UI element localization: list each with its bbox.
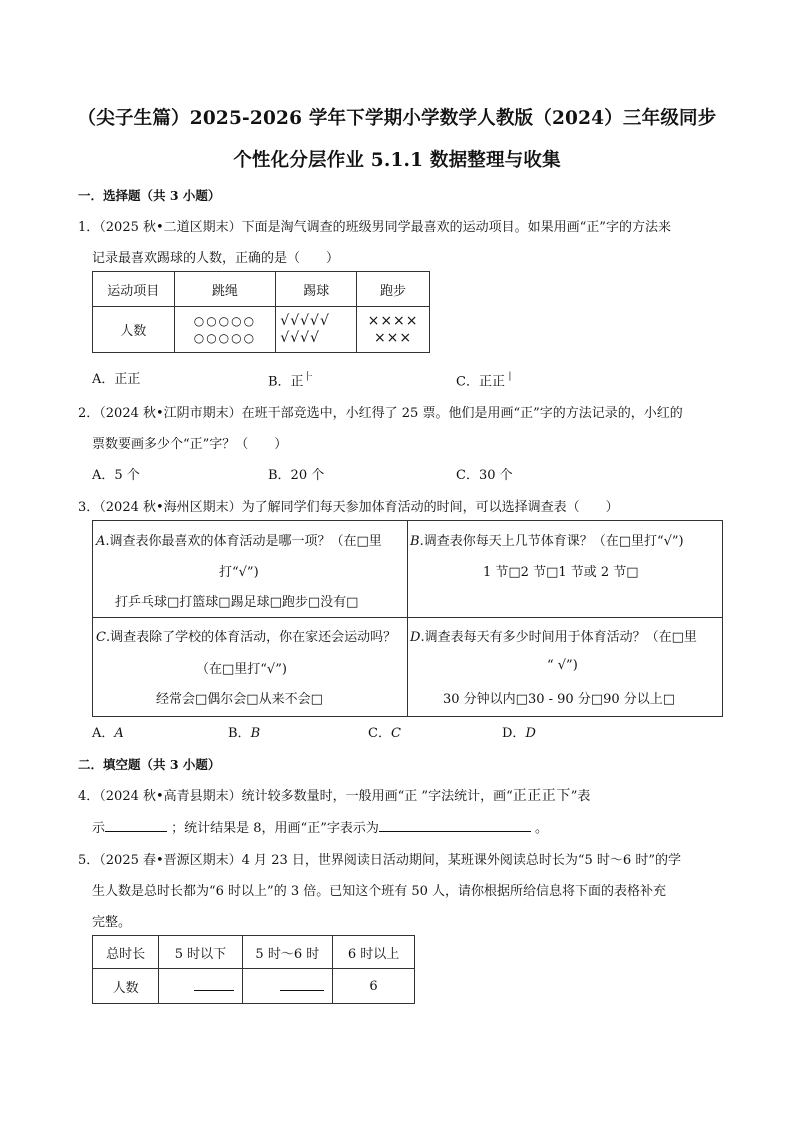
section-fill-heading: 二．填空题（共 3 小题） (78, 757, 221, 772)
q1-option-b[interactable] (268, 368, 314, 389)
q1-header-run: 跑步 (357, 272, 430, 307)
q3-option-a-letter: A (114, 726, 124, 741)
q4-stem-text-d: ；统计结果是 8，用画“正”字表示为 (171, 821, 379, 836)
q1-header-item: 运动项目 (93, 272, 175, 307)
q5-header-under5: 5 时以下 (159, 936, 242, 969)
q1-jump-row2: ○○○○○ (193, 330, 257, 345)
q3-option-c[interactable] (368, 722, 401, 741)
q1-header-kick: 踢球 (276, 272, 357, 307)
q3-vertical-divider (407, 521, 408, 716)
q1-option-c-partial: 丨 (504, 372, 515, 383)
q3-cell-c-letter: C (96, 630, 106, 645)
q3-option-c-letter: C (390, 726, 401, 741)
q4-stem-text-a: 4．（2024 秋•高青县期末）统计较多数量时，一般用画“正 ”字法统计，画“ (78, 789, 513, 804)
page-title-line1: （尖子生篇）2025-2026 学年下学期小学数学人教版（2024）三年级同步 (77, 108, 717, 129)
q2-option-a[interactable]: A．5 个 (92, 468, 140, 483)
q1-option-c[interactable] (456, 368, 515, 389)
q4-stem-text-c: 示 (92, 821, 106, 836)
q3-stem-line1: 3．（2024 秋•海州区期末）为了解同学们每天参加体育活动的时间，可以选择调查表（ ） (78, 500, 619, 515)
section-choice-heading: 一．选择题（共 3 小题） (78, 188, 221, 203)
q3-cell-a-letter: A (96, 534, 106, 549)
q1-option-a[interactable]: A．正正 (92, 372, 141, 387)
q5-answer-blank-5to6[interactable] (280, 978, 324, 991)
q3-option-a[interactable] (92, 722, 124, 741)
q1-jump-cell (174, 307, 276, 353)
q5-cell-over6: 6 (333, 969, 415, 1004)
q5-stem-line3: 完整。 (92, 915, 132, 930)
q3-cell-d-letter: D (410, 630, 421, 645)
q2-option-c[interactable]: C．30 个 (456, 468, 513, 483)
page-title-line2: 个性化分层作业 5.1.1 数据整理与收集 (233, 150, 561, 171)
q3-cell-d-line1 (410, 626, 697, 645)
q3-cell-c-line3: 经常会□偶尔会□从来不会□ (156, 692, 323, 707)
q1-run-cell (357, 307, 430, 353)
q3-option-d-letter: D (525, 726, 536, 741)
q1-run-row2: ××× (373, 329, 413, 346)
q3-cell-c-line2: （在□里打“√”) (196, 662, 287, 677)
q1-kick-row2: √√√√ (280, 329, 320, 346)
q3-cell-a-line2: 打“√”) (219, 565, 259, 580)
q1-option-c-prefix: C．正正 (456, 374, 505, 390)
q5-header-duration: 总时长 (93, 936, 159, 969)
q4-tally-symbol: 正正正下 (512, 788, 571, 804)
q2-option-b[interactable]: B．20 个 (268, 468, 325, 483)
q3-cell-a-line1 (96, 530, 382, 549)
q4-answer-blank-2[interactable] (379, 819, 531, 832)
q3-option-c-prefix: C． (368, 726, 391, 741)
q3-cell-b-line1 (410, 530, 684, 549)
q1-run-row1: ×××× (367, 312, 419, 329)
q1-option-b-partial: ⺊ (303, 372, 314, 383)
q3-cell-b-text1: .调查表你每天上几节体育课？（在□里打“√”) (419, 534, 684, 549)
q1-tally-table (92, 271, 430, 353)
q5-cell-under5 (159, 969, 242, 1004)
q2-stem-line1: 2．（2024 秋•江阴市期末）在班干部竞选中，小红得了 25 票。他们是用画“正”字的方法记录的，小红的 (78, 406, 683, 421)
q3-horizontal-divider (93, 617, 722, 618)
q3-option-d-prefix: D． (502, 726, 526, 741)
q4-stem-line2 (92, 817, 548, 836)
q5-stem-line1: 5．（2025 春•晋源区期末）4 月 23 日，世界阅读日活动期间，某班课外阅读总时长为“5 时～6 时”的学 (78, 853, 681, 868)
q1-kick-cell (276, 307, 357, 353)
q3-option-b[interactable] (228, 722, 260, 741)
q3-cell-c-text1: .调查表除了学校的体育活动，你在家还会运动吗？ (105, 630, 397, 645)
q4-stem-text-b: ”表 (570, 789, 591, 804)
q4-stem-text-e: 。 (535, 821, 549, 836)
q3-cell-c-line1 (96, 626, 396, 645)
q3-cell-b-letter: B (410, 534, 420, 549)
q3-option-a-prefix: A． (92, 726, 115, 741)
q4-answer-blank-1[interactable] (105, 819, 167, 832)
q3-cell-d-line3: 30 分钟以内□30 - 90 分□90 分以上□ (443, 692, 676, 707)
q3-cell-a-text1: .调查表你最喜欢的体育活动是哪一项？（在□里 (105, 534, 382, 549)
q5-header-over6: 6 时以上 (333, 936, 415, 969)
q5-answer-blank-under5[interactable] (194, 978, 234, 991)
q5-cell-5to6 (242, 969, 332, 1004)
q5-reading-table (92, 935, 415, 1004)
q1-header-jump: 跳绳 (174, 272, 276, 307)
q3-cell-a-line3: 打乒乓球□打篮球□踢足球□跑步□没有□ (115, 595, 359, 610)
q3-survey-table (92, 520, 723, 717)
q3-cell-b-line2: 1 节□2 节□1 节或 2 节□ (483, 565, 639, 580)
q1-stem-line1: 1．（2025 秋•二道区期末）下面是淘气调查的班级男同学最喜欢的运动项目。如果用画“正”字的方法来 (78, 220, 671, 235)
q5-stem-line2: 生人数是总时长都为“6 时以上”的 3 倍。已知这个班有 50 人，请你根据所给信息将下面的表格补充 (92, 884, 667, 899)
q3-cell-d-text1: .调查表每天有多少时间用于体育活动？（在□里 (420, 630, 697, 645)
q1-jump-row1: ○○○○○ (193, 313, 257, 328)
q2-stem-line2: 票数要画多少个“正”字？（ ） (92, 437, 288, 452)
q1-option-b-prefix: B．正 (268, 374, 304, 390)
q3-option-b-prefix: B． (228, 726, 251, 741)
q5-header-5to6: 5 时～6 时 (242, 936, 332, 969)
q3-cell-d-line2: “ √”) (547, 658, 578, 673)
q3-option-b-letter: B (250, 726, 261, 741)
q1-row-label: 人数 (93, 307, 175, 353)
q3-option-d[interactable] (502, 722, 536, 741)
q4-stem-line1 (78, 785, 590, 805)
q1-stem-line2: 记录最喜欢踢球的人数，正确的是（ ） (92, 251, 340, 266)
q1-kick-row1: √√√√√ (280, 312, 330, 329)
q5-row-label: 人数 (93, 969, 159, 1004)
